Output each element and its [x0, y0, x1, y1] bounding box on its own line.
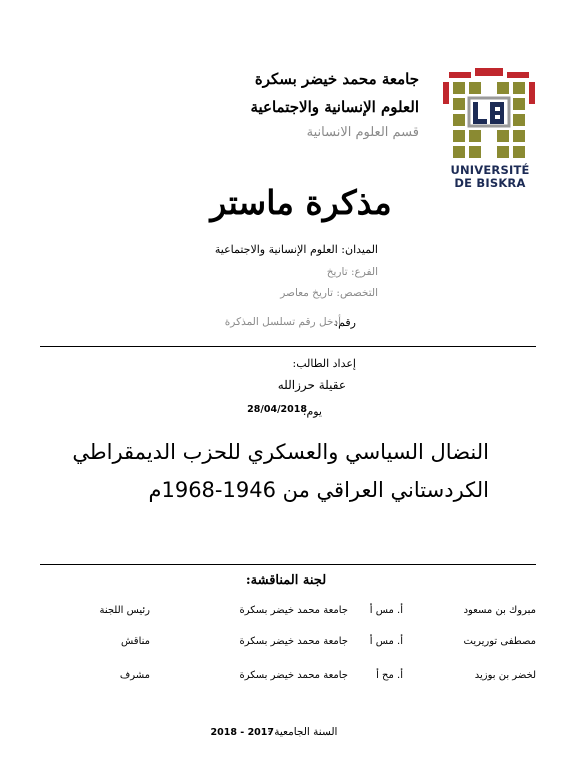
member-rank: أ. مس أ	[369, 605, 403, 616]
committee-row	[40, 605, 536, 625]
serial-label: رقم:	[334, 316, 356, 329]
member-name: لخضر بن بوزيد	[474, 670, 536, 681]
logo-text-biskra: DE BISKRA	[454, 176, 526, 190]
member-role: مشرف	[119, 670, 150, 681]
member-name: مصطفى توريريت	[463, 636, 536, 647]
academic-year-label: السنة الجامعية :	[267, 726, 338, 738]
member-role: رئيس اللجنة	[99, 605, 150, 616]
committee-row	[40, 670, 536, 690]
member-rank: أ. مح أ	[376, 670, 403, 681]
committee-row	[40, 636, 536, 656]
serial-placeholder[interactable]: أدخل رقم تسلسل المذكرة	[224, 316, 341, 328]
academic-year-value: 2017 - 2018	[210, 727, 275, 738]
logo-emblem-icon	[443, 68, 535, 160]
day-label: يوم:	[302, 405, 322, 418]
committee-title	[0, 573, 578, 588]
memo-title	[0, 183, 578, 222]
academic-year-line	[211, 726, 348, 738]
logo-text-universite: UNIVERSITÉ	[450, 163, 530, 177]
thesis-title-line-2: الكردستاني العراقي من 1946-1968م	[148, 478, 489, 502]
member-university: جامعة محمد خيضر بسكرة	[239, 670, 348, 681]
divider-bottom	[40, 564, 536, 565]
academic-year	[0, 726, 578, 738]
member-name: مبروك بن مسعود	[463, 605, 536, 616]
member-university: جامعة محمد خيضر بسكرة	[239, 636, 348, 647]
department-name: قسم العلوم الانسانية	[306, 125, 419, 140]
committee-title-text: لجنة المناقشة:	[245, 573, 327, 588]
divider-top	[40, 346, 536, 347]
defense-date: 28/04/2018	[247, 404, 307, 415]
student-name: عقيلة حرزالله	[277, 378, 346, 392]
memo-title-text: مذكرة ماستر	[210, 183, 392, 222]
prepared-by-label: إعداد الطالب:	[292, 357, 356, 370]
member-university: جامعة محمد خيضر بسكرة	[239, 605, 348, 616]
specialty-info: التخصص: تاريخ معاصر	[280, 287, 378, 299]
thesis-title-line-1: النضال السياسي والعسكري للحزب الديمقراطي	[72, 440, 489, 464]
member-rank: أ. مس أ	[369, 636, 403, 647]
field-info: الميدان: العلوم الإنسانية والاجتماعية	[214, 243, 378, 256]
university-logo	[435, 68, 545, 193]
faculty-name: العلوم الإنسانية والاجتماعية	[250, 98, 419, 116]
university-name: جامعة محمد خيضر بسكرة	[254, 70, 419, 88]
branch-info: الفرع: تاريخ	[326, 266, 378, 278]
member-role: مناقش	[121, 636, 150, 647]
